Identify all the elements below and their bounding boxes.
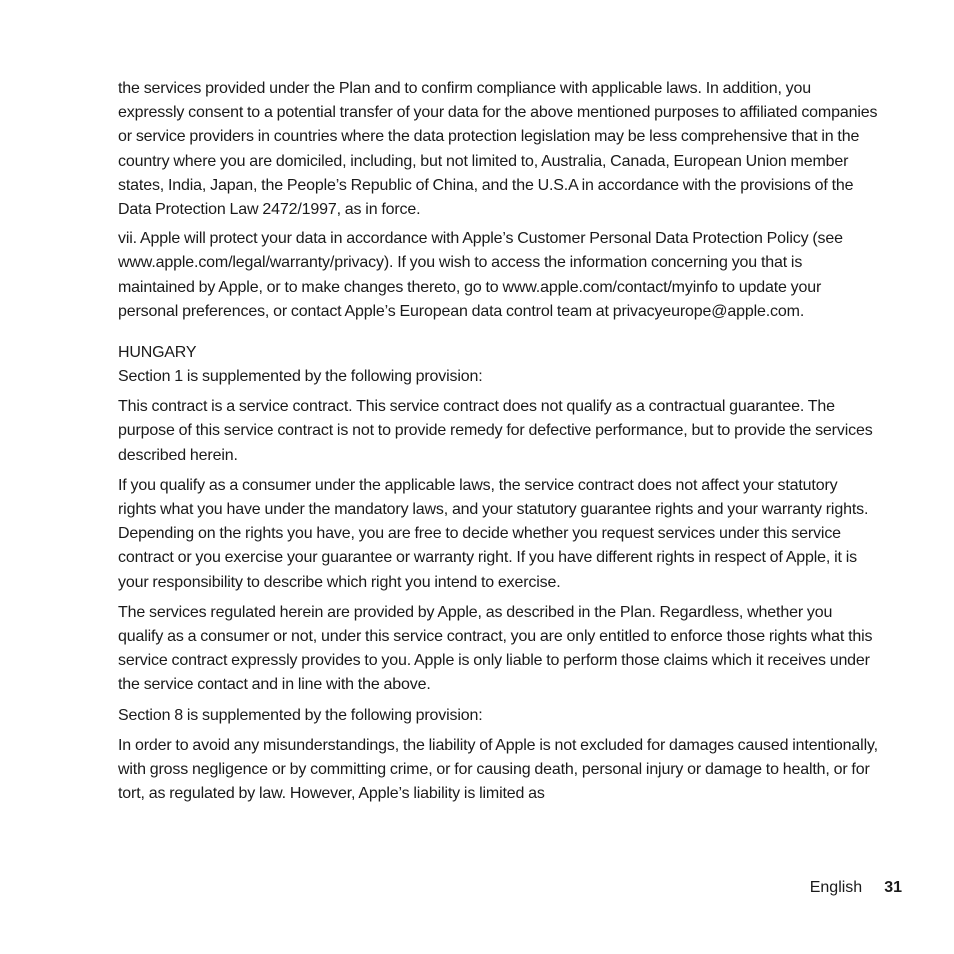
paragraph-data-transfer-consent: the services provided under the Plan and to confirm compliance with applicable laws. In addition, you expressly consent to a potential transfer of your data for the above mentioned purposes to affiliated companies or service providers in countries where the data protection legislation may be less comprehensive that in the country where you are domiciled, including, but not limited to, Australia, Canada, European Union member states, India, Japan, the People’s Republic of China, and the U.S.A in accordance with the provisions of the Data Protection Law 2472/1997, as in force.: [118, 80, 878, 219]
paragraph-section8-intro: Section 8 is supplemented by the following provision:: [118, 706, 483, 724]
paragraph-section1-intro: Section 1 is supplemented by the following provision:: [118, 368, 483, 386]
page-number: 31: [884, 879, 902, 896]
paragraph-services-regulated: The services regulated herein are provided by Apple, as described in the Plan. Regardless, whether you qualify as a consumer or not, under this service contract, you are only entitled to enforce those rights what this service contract expressly provides to you. Apple is only liable to perform those claims which it receives under the service contact and in line with the above.: [118, 603, 873, 694]
paragraph-service-contract: This contract is a service contract. This service contract does not qualify as a contractual guarantee. The purpose of this service contract is not to provide remedy for defective performance, but to provide the services described herein.: [118, 398, 873, 464]
page-footer: [810, 876, 902, 900]
document-body: [118, 77, 878, 812]
paragraph-liability: In order to avoid any misunderstandings, the liability of Apple is not excluded for damages caused intentionally, with gross negligence or by committing crime, or for causing death, personal injury or damage to health, or for tort, as regulated by law. However, Apple’s liability is limited as: [118, 736, 878, 803]
footer-language: English: [809, 879, 863, 896]
paragraph-consumer-rights: If you qualify as a consumer under the applicable laws, the service contract does not affect your statutory rights what you have under the mandatory laws, and your statutory guarantee rights and your warranty rights. Depending on the rights you have, you are free to decide whether you request services under this service contract or you exercise your guarantee or warranty right. If you have different rights in respect of Apple, it is your responsibility to describe which right you intend to exercise.: [118, 476, 869, 591]
section-heading-hungary: HUNGARY: [118, 344, 197, 362]
paragraph-data-protection-policy: vii. Apple will protect your data in accordance with Apple’s Customer Personal Data Protection Policy (see www.apple.com/legal/warranty/privacy). If you wish to access the information concerning you that is maintained by Apple, or to make changes thereto, go to www.apple.com/contact/myinfo to update your personal preferences, or contact Apple’s European data control team at privacyeurope@apple.com.: [118, 230, 843, 320]
